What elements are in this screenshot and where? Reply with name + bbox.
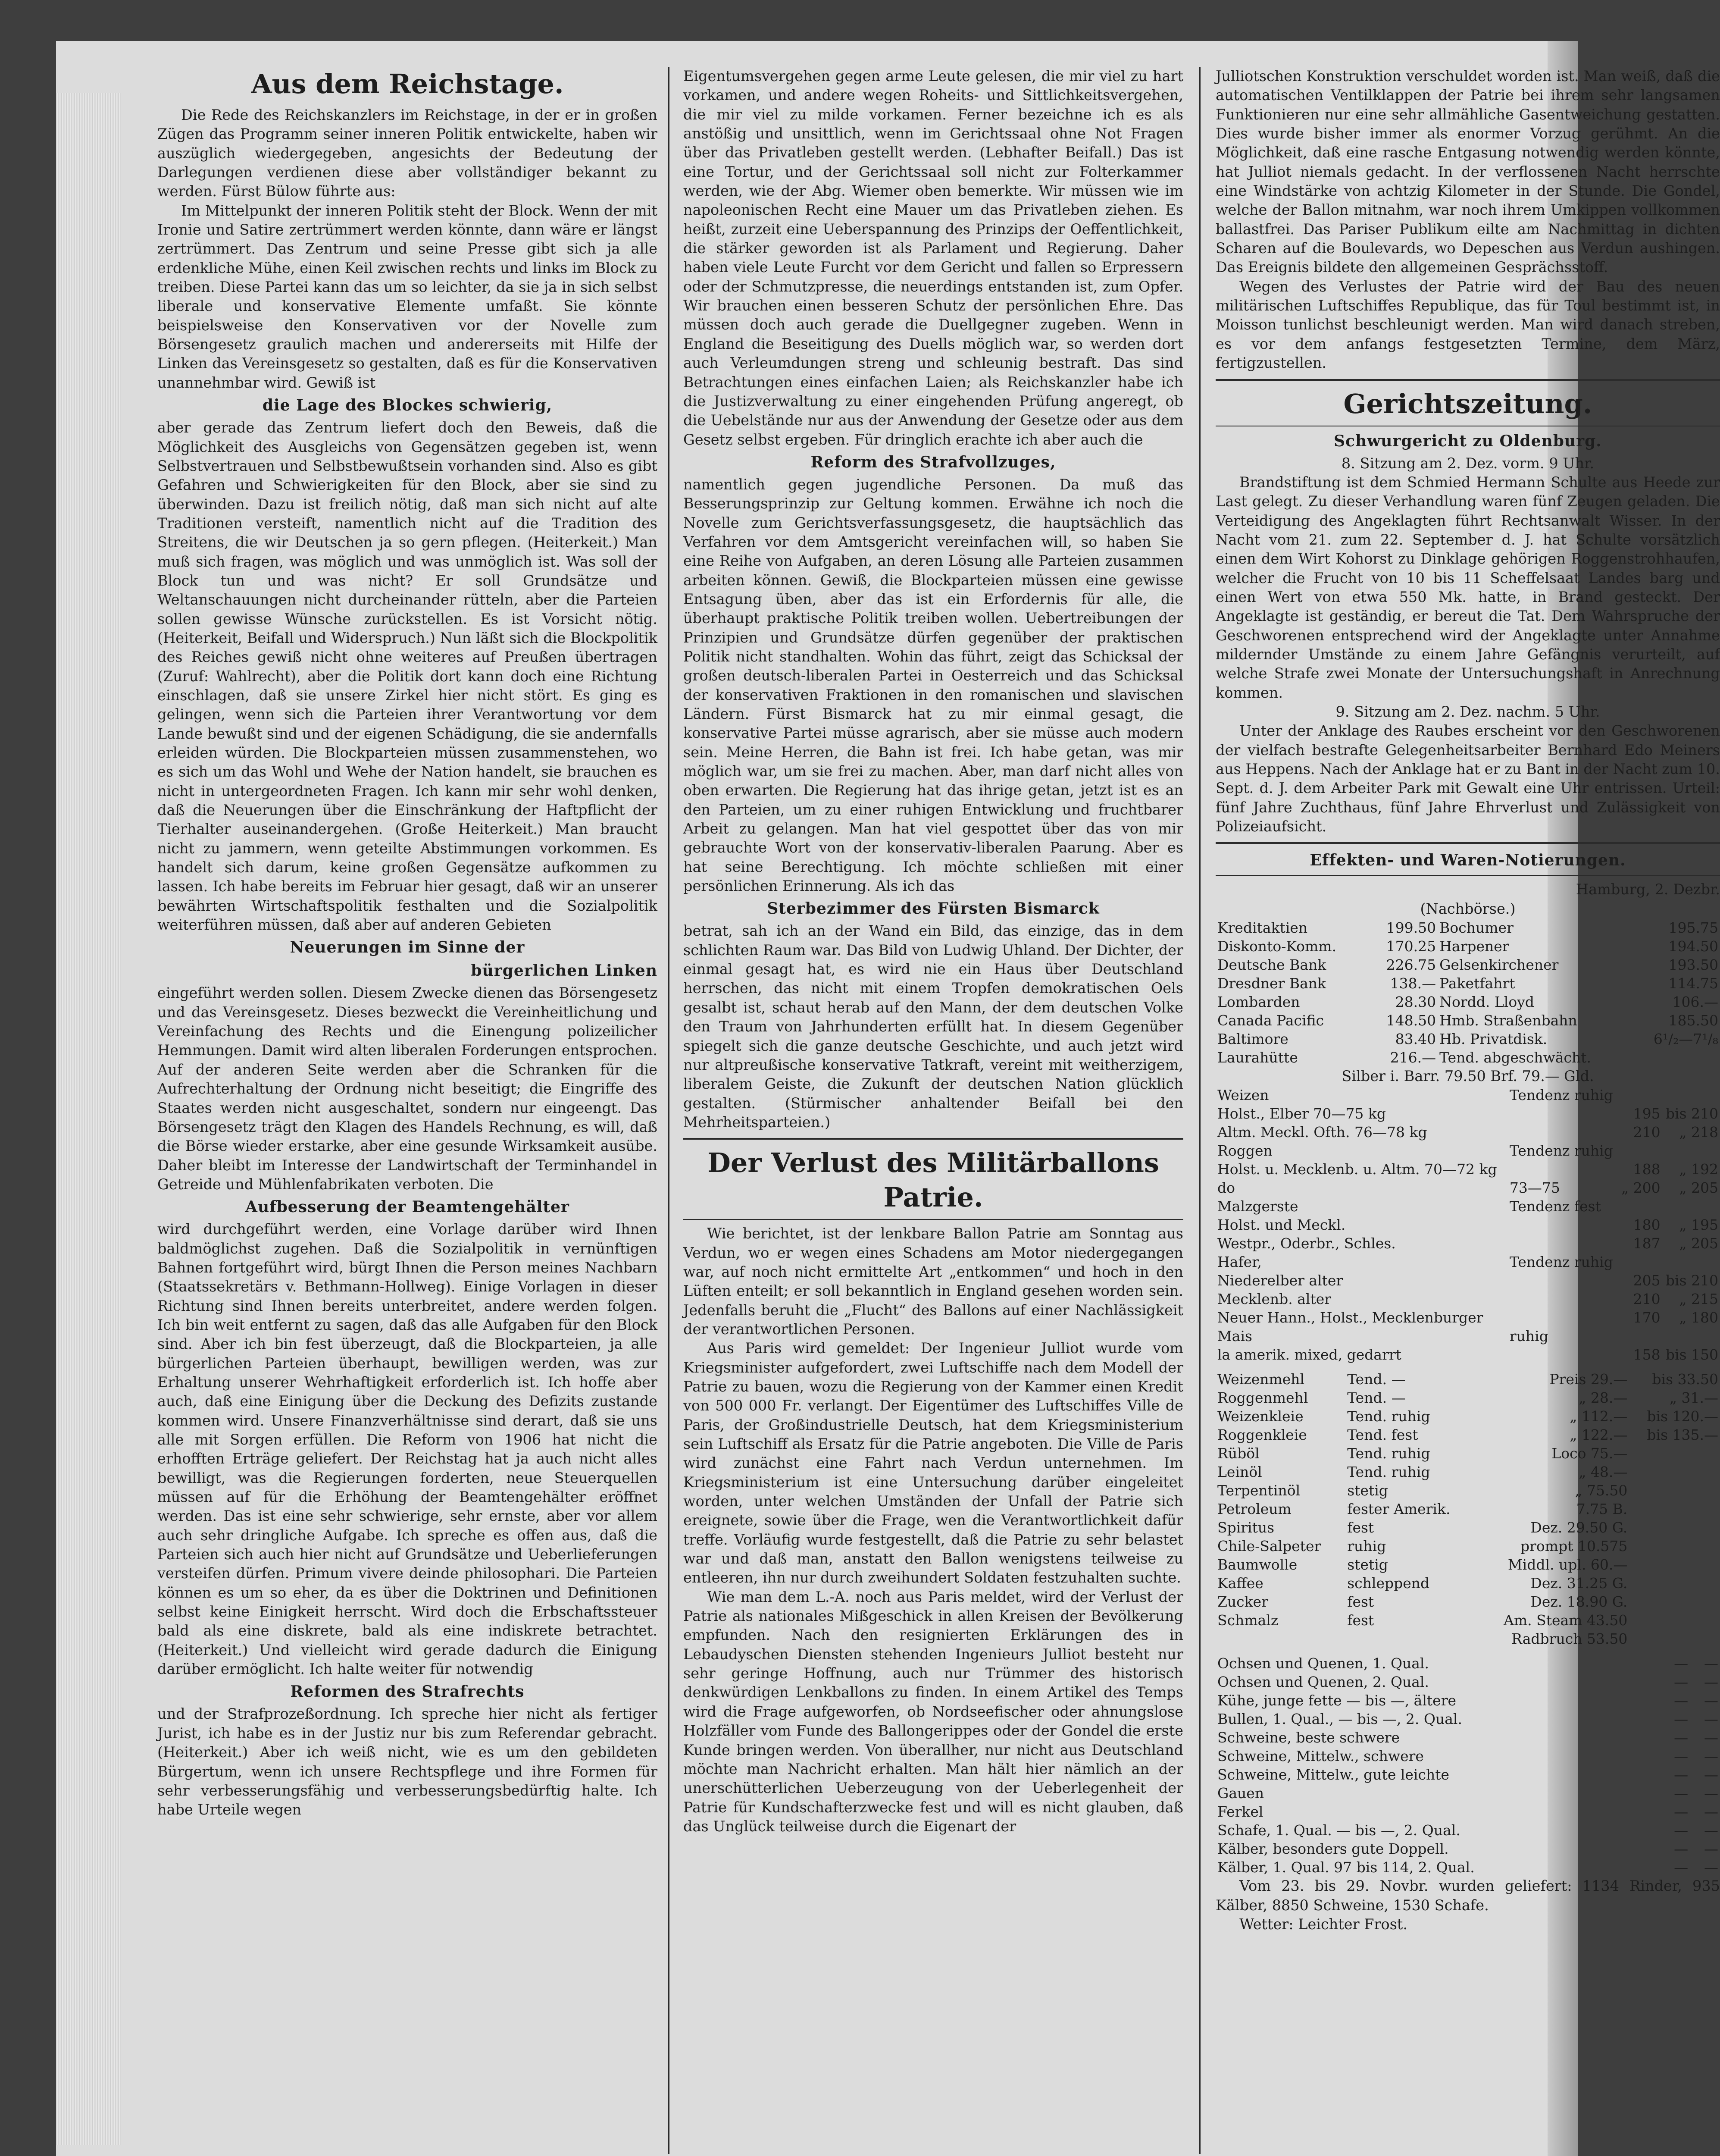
grain-row-cell bbox=[1508, 1123, 1618, 1141]
cattle-row-cell: Ochsen und Quenen, 2. Qual. bbox=[1217, 1673, 1429, 1691]
section-rule bbox=[683, 1219, 1183, 1220]
goods-row-cell bbox=[1629, 1574, 1720, 1592]
grain-row-cell bbox=[1508, 1234, 1618, 1253]
cattle-row-cell: Schweine, Mittelw., gute leichte bbox=[1217, 1766, 1450, 1783]
cattle-row-cell: — bbox=[1674, 1711, 1689, 1728]
subheading: Reformen des Strafrechts bbox=[290, 1683, 525, 1701]
stock-row bbox=[1216, 974, 1720, 993]
stock-row-cell: Lombarden bbox=[1217, 993, 1300, 1011]
grain-row-cell: „ 195 bbox=[1679, 1216, 1718, 1234]
cattle-row bbox=[1216, 1765, 1720, 1784]
paragraph: und der Strafprozeßordnung. Ich spreche hier nicht als fertiger Jurist, ich habe es in der Justiz nur bis zum Referendar gebracht. (Heiterkeit.) Aber ich weiß nicht, wie es um den gebildeten Bürgertum, wenn ich unsere Rechtspflege und ihre Formen für sehr verbesserungsfähig und verbesserungsbedürftig halte. Ich habe Urteile wegen bbox=[157, 1705, 657, 1818]
grain-row-cell: Tendenz ruhig bbox=[1509, 1087, 1613, 1104]
goods-row-cell: fester Amerik. bbox=[1347, 1501, 1451, 1518]
goods-row-cell: Am. Steam 43.50 bbox=[1503, 1612, 1628, 1629]
paragraph: Julliotschen Konstruktion verschuldet worden ist. Man weiß, daß die automatischen Ventilklappen der Patrie bei ihrem sehr langsamen Funktionieren nur eine sehr allmähliche Gasentweichung gestatten. Dies wurde bisher immer als enormer Vorzug gerühmt. An die Möglichkeit, daß eine rasche Entgasung notwendig werden könnte, hat Julliot niemals gedacht. In der verflossenen Nacht herrschte eine Windstärke von achtzig Kilometer in der Stunde. Die Gondel, welche der Ballon mitnahm, war noch ihrem Umkippen vollkommen ballastfrei. Das Pariser Publikum eilte am Nachmittag in dichten Scharen auf die Boulevards, wo Depeschen aus Verdun aushingen. Das Ereignis bildete den allgemeinen Gesprächsstoff. bbox=[1216, 68, 1720, 276]
grain-row-cell: „ 218 bbox=[1679, 1124, 1718, 1141]
goods-row bbox=[1216, 1518, 1720, 1537]
goods-row-cell bbox=[1629, 1630, 1720, 1648]
goods-row-cell: Spiritus bbox=[1217, 1519, 1275, 1536]
stock-row-cell: 106.— bbox=[1672, 993, 1718, 1011]
grain-row bbox=[1216, 1160, 1720, 1178]
column-2 bbox=[683, 67, 1183, 1836]
grain-row-cell: 73—75 bbox=[1509, 1179, 1560, 1197]
goods-row-cell bbox=[1629, 1500, 1720, 1518]
goods-row bbox=[1216, 1537, 1720, 1555]
stock-row bbox=[1216, 993, 1720, 1011]
grain-row-cell: Westpr., Oderbr., Schles. bbox=[1217, 1235, 1396, 1252]
cattle-row-cell: Kühe, junge fette — bis —, ältere bbox=[1217, 1692, 1457, 1709]
paragraph: wird durchgeführt werden, eine Vorlage darüber wird Ihnen baldmöglichst zugehen. Daß die Sozialpolitik in vernünftigen Bahnen fortgeführt wird, bürgt Ihnen die Person meines Nachbarn (Staatssekretärs v. Bethmann-Hollweg). Einige Vorlagen in dieser Richtung sind Ihnen bereits unterbreitet, andere werden folgen. Ich bin weit entfernt zu sagen, daß das alle Aufgaben für den Block sind. Aber ich bin fest überzeugt, daß die Blockparteien, ja alle bürgerlichen Parteien überhaupt, bewilligen werden, was zur Erhaltung unserer Wehrhaftigkeit erforderlich ist. Ich hoffe aber auch, daß eine Einigung über die Deckung des Defizits zustande kommen wird. Unsere Finanzverhältnisse sind derart, daß sie uns alle mit Sorgen erfüllen. Die Reform von 1906 hat nicht die erhofften Erträge geliefert. Der Reichstag hat ja auch nicht alles bewilligt, was die Regierungen forderten, neue Steuerquellen müssen auf für die Erhöhung der Beamtengehälter eröffnet werden. Das ist eine sehr schwierige, sehr ernste, aber vor allem auch sehr dringliche Aufgabe. Ich spreche es offen aus, daß die Parteien sich auch hier nicht auf Grundsätze und Ueberlieferungen versteifen dürfen. Primum vivere deinde philosophari. Die Parteien können es um so eher, da es über die Doktrinen und Definitionen selbst keine Einigkeit herrscht. Wird doch die Erbschaftssteuer bald als eine diskrete, bald als eine indiskrete betrachtet. (Heiterkeit.) Und vielleicht wird gerade dadurch die Einigung darüber ermöglicht. Ich halte weiter für notwendig bbox=[157, 1221, 657, 1678]
grain-row-cell: Holst. und Meckl. bbox=[1217, 1216, 1346, 1234]
goods-row bbox=[1216, 1611, 1720, 1630]
cattle-row bbox=[1216, 1691, 1720, 1710]
goods-row bbox=[1216, 1463, 1720, 1481]
stock-row bbox=[1216, 1030, 1720, 1048]
goods-row-cell: Dez. 31.25 G. bbox=[1530, 1575, 1628, 1592]
grain-row-cell: Altm. Meckl. Ofth. 76—78 kg bbox=[1217, 1124, 1427, 1141]
goods-row bbox=[1216, 1500, 1720, 1518]
cattle-row-cell: — bbox=[1704, 1840, 1718, 1858]
goods-row-cell: Chile-Salpeter bbox=[1217, 1538, 1321, 1555]
cattle-row-cell: Kälber, besonders gute Doppell. bbox=[1217, 1840, 1449, 1858]
subheading: die Lage des Blockes schwierig, bbox=[262, 396, 553, 415]
goods-row-cell: Middl. upl. 60.— bbox=[1507, 1556, 1628, 1573]
stock-row-cell: 199.50 bbox=[1386, 919, 1436, 937]
grain-row bbox=[1216, 1104, 1720, 1123]
cattle-row bbox=[1216, 1654, 1720, 1673]
cattle-row-cell: Gauen bbox=[1217, 1785, 1264, 1802]
grain-row bbox=[1216, 1197, 1720, 1216]
stock-row-cell: 226.75 bbox=[1386, 956, 1436, 974]
grain-row-cell bbox=[1508, 1271, 1618, 1290]
section-rule bbox=[1216, 875, 1720, 876]
section-rule bbox=[683, 1138, 1183, 1140]
grain-row-cell: 170 bbox=[1633, 1309, 1661, 1326]
paragraph: aber gerade das Zentrum liefert doch den Beweis, daß die Möglichkeit des Ausgleichs von Gegensätzen gegeben ist, wenn Selbstvertrauen und Selbstbewußtsein vorhanden sind. Also es gibt Gefahren und Schwierigkeiten für den Block, aber sie sind zu überwinden. Dazu ist freilich nötig, daß man sich nicht auf alte Traditionen versteift, namentlich nicht auf die Tradition des Streitens, die wir Deutschen ja so gern pflegen. (Heiterkeit.) Man muß sich fragen, was möglich und was unmöglich ist. Was soll der Block tun und was nicht? Er soll Grundsätze und Weltanschauungen nicht durcheinander rütteln, aber die Parteien sollen gewisse Wünsche zurückstellen. Es ist Vorsicht nötig. (Heiterkeit, Beifall und Widerspruch.) Nun läßt sich die Blockpolitik des Reiches gewiß nicht ohne weiteres auf Preußen übertragen (Zuruf: Wahlrecht), aber die Politik dort kann doch eine Richtung einschlagen, daß sie unsere Zirkel hier nicht stört. Es ging es gelingen, wenn sich die Parteien ihrer Verantwortung vor dem Lande bewußt sind und der eigenen Schädigung, die sie andernfalls erleiden würden. Die Blockparteien müssen zusammenstehen, wo es sich um das Wohl und Wehe der Nation handelt, sie brauchen es nicht in untergeordneten Fragen. Ich kann mir sehr wohl denken, daß die Neuerungen über die Einschränkung der Haftpflicht der Tierhalter auseinandergehen. (Große Heiterkeit.) Man braucht nicht zu jammern, wenn geteilte Abstimmungen vorkommen. Es handelt sich darum, keine großen Gegensätze aufkommen zu lassen. Ich habe bereits im Februar hier gesagt, daß wir an unserer bewährten Wirtschaftspolitik festhalten und die Sozialpolitik weiterführen müssen, daß aber auf anderen Gebieten bbox=[157, 419, 657, 934]
goods-row-cell: Tend. ruhig bbox=[1347, 1408, 1430, 1425]
cattle-row-cell: — bbox=[1674, 1748, 1689, 1765]
subheading: Aufbesserung der Beamtengehälter bbox=[245, 1198, 569, 1216]
cattle-row-cell: Ochsen und Quenen, 1. Qual. bbox=[1217, 1655, 1429, 1672]
goods-row-cell: „ 75.50 bbox=[1575, 1482, 1628, 1499]
grain-row-cell bbox=[1662, 1086, 1720, 1104]
grain-row bbox=[1216, 1141, 1720, 1160]
grain-row-cell: Malzgerste bbox=[1217, 1198, 1298, 1215]
goods-row-cell: „ 122.— bbox=[1570, 1426, 1628, 1444]
grain-row-cell: „ 192 bbox=[1679, 1161, 1718, 1178]
grain-row-cell: 210 bbox=[1633, 1124, 1661, 1141]
grain-row bbox=[1216, 1290, 1720, 1308]
session-heading: 8. Sitzung am 2. Dez. vorm. 9 Uhr. bbox=[1341, 454, 1595, 472]
grain-row-cell bbox=[1508, 1160, 1618, 1178]
cattle-row-cell: Kälber, 1. Qual. 97 bis 114, 2. Qual. bbox=[1217, 1859, 1475, 1876]
subheading: Effekten- und Waren-Notierungen. bbox=[1310, 851, 1626, 870]
goods-row-cell: Loco 75.— bbox=[1551, 1445, 1628, 1462]
paragraph: betrat, sah ich an der Wand ein Bild, das einzige, das in dem schlichten Raum war. Das Bild von Ludwig Uhland. Der Dichter, der einmal gesagt hat, es wird nie ein Haus über Deutschland herrschen, das nicht mit einem Tropfen demokratischen Oels gesalbt ist, schaut herab auf den Mann, der dem deutschen Volke den Traum von Jahrhunderten erfüllt hat. In diesem Gegenüber spiegelt sich die ganze deutsche Geschichte, und auch jetzt wird nur altpreußische konservative Tatkraft, vereint mit weitherzigem, liberalem Geiste, die Zukunft der deutschen Nation glücklich gestalten. (Stürmischer anhaltender Beifall bei den Mehrheitsparteien.) bbox=[683, 922, 1183, 1131]
cattle-row bbox=[1216, 1858, 1720, 1877]
goods-row-cell: Terpentinöl bbox=[1217, 1482, 1301, 1499]
goods-row bbox=[1216, 1481, 1720, 1500]
paragraph: Im Mittelpunkt der inneren Politik steht der Block. Wenn der mit Ironie und Satire zertrümmert werden könnte, dann wäre er längst zertrümmert. Das Zentrum und seine Presse gibt sich ja alle erdenkliche Mühe, einen Keil zwischen rechts und links im Block zu treiben. Diese Partei kann das um so leichter, da sie ja in sich selbst liberale und konservative Elemente umfaßt. Sie könnte beispielsweise den Konservativen vor der Novelle zum Börsengesetz graulich machen und andererseits mit Hilfe der Linken das Vereinsgesetz so gestalten, daß es für die Konservativen unannehmbar wird. Gewiß ist bbox=[157, 202, 657, 391]
grain-row-cell: Hafer, bbox=[1217, 1253, 1262, 1271]
grain-row-cell: „ 205 bbox=[1679, 1235, 1718, 1252]
cattle-row-cell: — bbox=[1704, 1822, 1718, 1839]
cattle-row-cell: — bbox=[1674, 1692, 1689, 1709]
goods-row-cell: stetig bbox=[1347, 1482, 1388, 1499]
subheading: bürgerlichen Linken bbox=[471, 962, 657, 980]
goods-row bbox=[1216, 1592, 1720, 1611]
article-title-patrie: Der Verlust des Militärballons Patrie. bbox=[707, 1147, 1159, 1213]
cattle-row-cell: — bbox=[1704, 1859, 1718, 1876]
column-1 bbox=[157, 67, 657, 1820]
cattle-row-cell: — bbox=[1704, 1766, 1718, 1783]
stock-row-cell: 138.— bbox=[1390, 975, 1436, 992]
cattle-row bbox=[1216, 1784, 1720, 1802]
grain-row-cell: Tendenz ruhig bbox=[1509, 1253, 1613, 1271]
goods-row-cell: Tend. fest bbox=[1347, 1426, 1418, 1444]
article-title-reichstag: Aus dem Reichstage. bbox=[251, 68, 564, 100]
goods-row-cell: fest bbox=[1347, 1612, 1374, 1629]
cattle-row-cell: — bbox=[1704, 1785, 1718, 1802]
grain-row-cell: 187 bbox=[1633, 1235, 1661, 1252]
grain-row-cell: Roggen bbox=[1217, 1142, 1273, 1159]
grain-row-cell: Tendenz fest bbox=[1509, 1198, 1601, 1215]
cattle-row-cell: — bbox=[1674, 1673, 1689, 1691]
cattle-row-cell: Schweine, beste schwere bbox=[1217, 1729, 1400, 1746]
goods-row-cell: fest bbox=[1347, 1593, 1374, 1611]
cattle-row-cell: — bbox=[1704, 1655, 1718, 1672]
grain-row-cell: Neuer Hann., Holst., Mecklenburger bbox=[1217, 1309, 1483, 1326]
grain-row-cell bbox=[1618, 1253, 1662, 1271]
grain-row-cell bbox=[1662, 1253, 1720, 1271]
grain-row-cell: „ 200 bbox=[1621, 1179, 1661, 1197]
goods-row-cell: Roggenkleie bbox=[1217, 1426, 1307, 1444]
goods-row-cell: Weizenmehl bbox=[1217, 1371, 1305, 1388]
goods-row-cell: Radbruch 53.50 bbox=[1511, 1630, 1628, 1648]
grain-row bbox=[1216, 1086, 1720, 1104]
grain-row-cell: 180 bbox=[1633, 1216, 1661, 1234]
goods-row-cell: Rüböl bbox=[1217, 1445, 1260, 1462]
stock-row-cell: Tend. abgeschwächt. bbox=[1439, 1049, 1592, 1066]
column-rule bbox=[1199, 67, 1201, 2154]
grain-row bbox=[1216, 1178, 1720, 1197]
cattle-row bbox=[1216, 1839, 1720, 1858]
grain-row-cell: Tendenz ruhig bbox=[1509, 1142, 1613, 1159]
grain-row-cell: „ 215 bbox=[1679, 1291, 1718, 1308]
stock-row-cell: 185.50 bbox=[1668, 1012, 1718, 1029]
cattle-row-cell: — bbox=[1704, 1711, 1718, 1728]
market-session: (Nachbörse.) bbox=[1420, 900, 1516, 917]
paragraph: eingeführt werden sollen. Diesem Zwecke dienen das Börsengesetz und das Vereinsgesetz. Dieses bezweckt die Vereinheitlichung und Vereinfachung des Rechts und die Einengung polizeilicher Hemmungen. Damit wird alten liberalen Forderungen entsprochen. Auf der anderen Seite werden aber die Schranken für die Aufrechterhaltung der Ordnung nicht beseitigt; die Eingriffe des Staates werden nicht ausgeschaltet, sondern nur eingeengt. Das Börsengesetz trägt den Klagen des Handels Rechnung, es will, daß die Börse wieder erstarke, aber eine gesunde Wirksamkeit ausübe. Daher bleibt im Interesse der Landwirtschaft der Terminhandel in Getreide und Mühlenfabrikaten verboten. Die bbox=[157, 984, 657, 1193]
grain-row-cell: „ 180 bbox=[1679, 1309, 1718, 1326]
goods-row bbox=[1216, 1370, 1720, 1388]
section-title-gerichtszeitung: Gerichtszeitung. bbox=[1343, 388, 1592, 420]
subheading: Reform des Strafvollzuges, bbox=[810, 453, 1056, 471]
cattle-row bbox=[1216, 1802, 1720, 1821]
livestock-supply: Vom 23. bis 29. Novbr. wurden geliefert: 1134 Rinder, 935 Kälber, 8850 Schweine, 1530 Schafe. bbox=[1216, 1877, 1720, 1914]
grain-row-cell: 188 bbox=[1633, 1161, 1661, 1178]
stock-row-cell: Harpener bbox=[1439, 938, 1509, 955]
grain-row bbox=[1216, 1253, 1720, 1271]
goods-row-cell: fest bbox=[1347, 1519, 1374, 1536]
stock-row bbox=[1216, 956, 1720, 974]
goods-row-cell: Tend. — bbox=[1347, 1389, 1406, 1407]
stock-row-cell: 216.— bbox=[1390, 1049, 1436, 1066]
grain-row-cell: Weizen bbox=[1217, 1087, 1269, 1104]
stock-row-cell: Nordd. Lloyd bbox=[1439, 993, 1534, 1011]
goods-row-cell: Preis 29.— bbox=[1549, 1371, 1628, 1388]
stock-row bbox=[1216, 1011, 1720, 1030]
goods-row-cell bbox=[1629, 1592, 1720, 1611]
goods-row-cell: stetig bbox=[1347, 1556, 1388, 1573]
grain-quotes-table bbox=[1216, 1086, 1720, 1364]
grain-row bbox=[1216, 1271, 1720, 1290]
stock-row-cell bbox=[1634, 1048, 1720, 1067]
paragraph: Wegen des Verlustes der Patrie wird der Bau des neuen militärischen Luftschiffes Republique, das für Toul bestimmt ist, in Moisson tunlichst beschleunigt werden. Man wird danach streben, es vor dem anfangs festgesetzten Termine, dem März, fertigzustellen. bbox=[1216, 278, 1720, 372]
goods-row-cell bbox=[1629, 1463, 1720, 1481]
stock-row bbox=[1216, 1048, 1720, 1067]
goods-row-cell: 7.75 B. bbox=[1576, 1501, 1628, 1518]
subheading: Sterbezimmer des Fürsten Bismarck bbox=[767, 899, 1100, 918]
goods-row-cell: bis 135.— bbox=[1647, 1426, 1718, 1444]
goods-row-cell bbox=[1345, 1630, 1475, 1648]
cattle-row-cell: — bbox=[1674, 1859, 1689, 1876]
section-rule bbox=[1216, 842, 1720, 844]
cattle-row bbox=[1216, 1728, 1720, 1747]
grain-row-cell: Niederelber alter bbox=[1217, 1272, 1343, 1289]
session-heading: 9. Sitzung am 2. Dez. nachm. 5 Uhr. bbox=[1335, 703, 1600, 720]
cattle-row-cell: — bbox=[1704, 1692, 1718, 1709]
stock-row-cell: 195.75 bbox=[1668, 919, 1718, 937]
column-3 bbox=[1216, 67, 1720, 1934]
page-stack-edge bbox=[56, 93, 121, 2145]
grain-row-cell: Mecklenb. alter bbox=[1217, 1291, 1332, 1308]
goods-row bbox=[1216, 1407, 1720, 1426]
grain-row-cell: ruhig bbox=[1509, 1328, 1548, 1345]
paragraph: Brandstiftung ist dem Schmied Hermann Schulte aus Heede zur Last gelegt. Zu dieser Verhandlung waren fünf Zeugen geladen. Die Verteidigung des Angeklagten führt Rechtsanwalt Wisser. In der Nacht vom 21. zum 22. September d. J. hat Schulte vorsätzlich einen dem Wirt Kohorst zu Dinklage gehörigen Roggenstrohhaufen, welcher die Frucht von 10 bis 11 Scheffelsaat Landes barg und einen Wert von etwa 550 Mk. hatte, in Brand gesteckt. Der Angeklagte ist geständig, er bereut die Tat. Dem Wahrspruche der Geschworenen entsprechend wird der Angeklagte unter Annahme mildernder Umstände zu einem Jahre Gefängnis verurteilt, auf welche Strafe zwei Monate der Untersuchungshaft in Anrechnung kommen. bbox=[1216, 473, 1720, 701]
stock-row-cell: Gelsenkirchener bbox=[1439, 956, 1559, 974]
goods-row-cell: ruhig bbox=[1347, 1538, 1386, 1555]
stock-row-cell: Canada Pacific bbox=[1217, 1012, 1324, 1029]
cattle-row-cell: Schweine, Mittelw., schwere bbox=[1217, 1748, 1424, 1765]
goods-row-cell: bis 120.— bbox=[1647, 1408, 1718, 1425]
cattle-row-cell: — bbox=[1674, 1729, 1689, 1746]
grain-row-cell bbox=[1662, 1141, 1720, 1160]
goods-row bbox=[1216, 1574, 1720, 1592]
cattle-row-cell: — bbox=[1674, 1766, 1689, 1783]
goods-row-cell bbox=[1629, 1537, 1720, 1555]
grain-row-cell: bis 210 bbox=[1665, 1272, 1718, 1289]
goods-row-cell: „ 28.— bbox=[1579, 1389, 1628, 1407]
grain-row-cell: 205 bbox=[1633, 1272, 1661, 1289]
cattle-row-cell: Ferkel bbox=[1217, 1803, 1263, 1821]
goods-row-cell: Leinöl bbox=[1217, 1463, 1262, 1481]
grain-row-cell bbox=[1618, 1141, 1662, 1160]
stock-row-cell: 170.25 bbox=[1386, 938, 1436, 955]
grain-row-cell bbox=[1508, 1104, 1618, 1123]
cattle-row-cell: — bbox=[1704, 1748, 1718, 1765]
grain-row-cell bbox=[1508, 1308, 1618, 1327]
goods-row-cell: schleppend bbox=[1347, 1575, 1430, 1592]
cattle-row bbox=[1216, 1821, 1720, 1839]
goods-row-cell: bis 33.50 bbox=[1652, 1371, 1718, 1388]
grain-row-cell bbox=[1618, 1086, 1662, 1104]
grain-row bbox=[1216, 1345, 1720, 1364]
stock-row-cell: Laurahütte bbox=[1217, 1049, 1298, 1066]
grain-row bbox=[1216, 1216, 1720, 1234]
cattle-row-cell: — bbox=[1704, 1803, 1718, 1821]
grain-row-cell: do bbox=[1217, 1179, 1235, 1197]
weather: Wetter: Leichter Frost. bbox=[1239, 1916, 1408, 1933]
goods-row bbox=[1216, 1388, 1720, 1407]
grain-row-cell: 158 bbox=[1633, 1346, 1661, 1363]
grain-row-cell bbox=[1662, 1327, 1720, 1345]
goods-row-cell: Tend. ruhig bbox=[1347, 1463, 1430, 1481]
stock-row-cell: Deutsche Bank bbox=[1217, 956, 1326, 974]
cattle-row bbox=[1216, 1673, 1720, 1691]
paragraph: Eigentumsvergehen gegen arme Leute gelesen, die mir viel zu hart vorkamen, und andere wegen Roheits- und Sittlichkeitsvergehen, die mir viel zu milde vorkamen. Ferner bezeichne ich es als anstößig und unsittlich, wenn im Gerichtssaal ohne Not Fragen über das Privatleben gestellt werden. (Lebhafter Beifall.) Das ist eine Tortur, und der Gerichtssaal soll nicht zur Folterkammer werden, wie der Abg. Wiemer oben bemerkte. Wir müssen wie im napoleonischen Recht eine Mauer um das Privatleben ziehen. Es heißt, zurzeit eine Ueberspannung des Prinzips der Oeffentlichkeit, die stärker geworden ist als Parlament und Regierung. Daher haben viele Leute Furcht vor dem Gericht und fallen so Erpressern oder der Schmutzpresse, die neuerdings entstanden ist, zum Opfer. Wir brauchen einen besseren Schutz der persönlichen Ehre. Das müssen doch auch gerade die Duellgegner zugeben. Wenn in England die Beseitigung des Duells möglich war, so werden dort auch Verleumdungen streng und schleunig bestraft. Das sind Betrachtungen eines einfachen Laien; als Reichskanzler habe ich die Justizverwaltung zu einer eingehenden Prüfung angeregt, ob die Uebelstände nur aus der Anwendung der Gesetze oder aus dem Gesetz selbst ergeben. Für dringlich erachte ich aber auch die bbox=[683, 68, 1183, 448]
stock-row-cell: Hb. Privatdisk. bbox=[1439, 1031, 1548, 1048]
column-rule bbox=[668, 67, 669, 2154]
subheading: Schwurgericht zu Oldenburg. bbox=[1334, 432, 1602, 450]
subheading: Neuerungen im Sinne der bbox=[290, 938, 525, 957]
silver-quote: Silber i. Barr. 79.50 Brf. 79.— Gld. bbox=[1342, 1068, 1594, 1085]
stock-row-cell: Bochumer bbox=[1439, 919, 1514, 937]
goods-row-cell: „ 31.— bbox=[1669, 1389, 1718, 1407]
goods-row bbox=[1216, 1426, 1720, 1444]
paragraph: namentlich gegen jugendliche Personen. Da muß das Besserungsprinzip zur Geltung kommen. Erwähne ich noch die Novelle zum Gerichtsverfassungsgesetz, die hauptsächlich das Verfahren vor dem Amtsgericht vereinfachen will, so haben Sie eine Reihe von Aufgaben, an deren Lösung alle Parteien zusammen arbeiten können. Gewiß, die Blockparteien müssen eine gewisse Entsagung üben, aber das ist ein Erfordernis für alle, die überhaupt praktische Politik treiben wollen. Uebertreibungen der Prinzipien und Grundsätze dürfen gegenüber der praktischen Politik nicht standhalten. Wohin das führt, zeigt das Schicksal der großen deutsch-liberalen Partei in Oesterreich und das Schicksal der konservativen Fraktionen in den romanischen und slavischen Ländern. Fürst Bismarck hat zu mir einmal gesagt, die konservative Partei müsse agrarisch, aber sie müsse auch modern sein. Meine Herren, die Bahn ist frei. Ich habe getan, was mir möglich war, um sie frei zu machen. Aber, man darf nicht alles von oben erwarten. Die Regierung hat das ihrige getan, jetzt ist es an den Parteien, um zu einer ruhigen Entwicklung und fruchtbarer Arbeit zu gelangen. Man hat viel gespottet über das von mir gebrauchte Wort von der konservativ-liberalen Paarung. Aber es hat seine Berechtigung. Ich möchte schließen mit einer persönlichen Erinnerung. Als ich das bbox=[683, 476, 1183, 895]
cattle-row-cell: Schafe, 1. Qual. — bis —, 2. Qual. bbox=[1217, 1822, 1460, 1839]
stock-row-cell: Kreditaktien bbox=[1217, 919, 1308, 937]
grain-row-cell bbox=[1508, 1290, 1618, 1308]
stock-row-cell: 193.50 bbox=[1668, 956, 1718, 974]
paragraph: Die Rede des Reichskanzlers im Reichstage, in der er in großen Zügen das Programm seiner inneren Politik entwickelte, haben wir auszüglich wiedergegeben, angesichts der Bedeutung der Darlegungen verdienen diese aber vollständiger bekannt zu werden. Fürst Bülow führte aus: bbox=[157, 107, 657, 200]
cattle-row-cell: — bbox=[1704, 1673, 1718, 1691]
goods-row-cell bbox=[1629, 1444, 1720, 1463]
cattle-row-cell: — bbox=[1674, 1785, 1689, 1802]
goods-row-cell: prompt 10.575 bbox=[1520, 1538, 1628, 1555]
goods-row-cell: Kaffee bbox=[1217, 1575, 1263, 1592]
grain-row-cell: bis 150 bbox=[1665, 1346, 1718, 1363]
goods-row-cell: „ 48.— bbox=[1579, 1463, 1628, 1481]
stock-row-cell: Hmb. Straßenbahn bbox=[1439, 1012, 1577, 1029]
stock-row-cell: 194.50 bbox=[1668, 938, 1718, 955]
stock-row-cell: Diskonto-Komm. bbox=[1217, 938, 1337, 955]
grain-row-cell bbox=[1508, 1345, 1618, 1364]
market-place-date: Hamburg, 2. Dezbr. bbox=[1576, 881, 1720, 898]
goods-quotes-table bbox=[1216, 1370, 1720, 1648]
goods-row-cell: Petroleum bbox=[1217, 1501, 1292, 1518]
grain-row-cell bbox=[1618, 1197, 1662, 1216]
goods-row-cell: Roggenmehl bbox=[1217, 1389, 1308, 1407]
stock-row-cell: 148.50 bbox=[1386, 1012, 1436, 1029]
goods-row-cell bbox=[1629, 1611, 1720, 1630]
stock-row-cell: Paketfahrt bbox=[1439, 975, 1515, 992]
goods-row-cell bbox=[1629, 1481, 1720, 1500]
section-rule bbox=[1216, 379, 1720, 381]
cattle-row-cell: — bbox=[1674, 1803, 1689, 1821]
goods-row-cell: Schmalz bbox=[1217, 1612, 1279, 1629]
stock-row-cell: 6¹/₂—7¹/₈ bbox=[1653, 1031, 1718, 1048]
goods-row-cell bbox=[1216, 1630, 1345, 1648]
grain-row-cell bbox=[1662, 1197, 1720, 1216]
goods-row-cell: Dez. 18.90 G. bbox=[1530, 1593, 1628, 1611]
cattle-row bbox=[1216, 1747, 1720, 1765]
goods-row-cell: „ 112.— bbox=[1570, 1408, 1628, 1425]
grain-row-cell: „ 205 bbox=[1679, 1179, 1718, 1197]
grain-row-cell: 195 bbox=[1633, 1105, 1661, 1122]
grain-row-cell: Holst. u. Mecklenb. u. Altm. 70—72 kg bbox=[1217, 1161, 1497, 1178]
goods-row-cell: Dez. 29.50 G. bbox=[1530, 1519, 1628, 1536]
goods-row bbox=[1216, 1555, 1720, 1574]
cattle-row-cell: Bullen, 1. Qual., — bis —, 2. Qual. bbox=[1217, 1711, 1462, 1728]
stock-row-cell: 28.30 bbox=[1395, 993, 1436, 1011]
goods-row-cell: Tend. ruhig bbox=[1347, 1445, 1430, 1462]
grain-row-cell: Mais bbox=[1217, 1328, 1252, 1345]
cattle-row bbox=[1216, 1710, 1720, 1728]
paragraph: Wie man dem L.-A. noch aus Paris meldet, wird der Verlust der Patrie als nationales Mißgeschick in allen Kreisen der Bevölkerung empfunden. Nach den resignierten Erklärungen des in Lebaudyschen Diensten stehenden Ingenieurs Julliot besteht nur sehr geringe Hoffnung, auch nur Trümmer des historisch denkwürdigen Lenkballons zu finden. In einem Artikel des Temps wird die Frage aufgeworfen, ob Nordseefischer oder ahnungslose Holzfäller vom Funde des Ballongerippes oder der Gondel die erste Kunde bringen werden. Von überallher, nur nicht aus Deutschland möchte man Nachricht erhalten. Man hält hier nämlich an der unerschütterlichen Ueberzeugung von der Ueberlegenheit der Patrie für Kundschafterzwecke fest und will es nicht glauben, daß das Unglück teilweise durch die Eigenart der bbox=[683, 1588, 1183, 1835]
paragraph: Unter der Anklage des Raubes erscheint vor den Geschworenen der vielfach bestrafte Gelegenheitsarbeiter Bernhard Edo Meiners aus Heppens. Nach der Anklage hat er zu Bant in der Nacht zum 10. Sept. d. J. dem Arbeiter Park mit Gewalt eine Uhr entrissen. Urteil: fünf Jahre Zuchthaus, fünf Jahre Ehrverlust und Zulässigkeit von Polizeiaufsicht. bbox=[1216, 722, 1720, 835]
cattle-row-cell: — bbox=[1674, 1840, 1689, 1858]
grain-row-cell: bis 210 bbox=[1665, 1105, 1718, 1122]
goods-row bbox=[1216, 1630, 1720, 1648]
cattle-quotes-table bbox=[1216, 1654, 1720, 1877]
stock-row-cell: Baltimore bbox=[1217, 1031, 1288, 1048]
stock-quotes-table bbox=[1216, 918, 1720, 1067]
grain-row bbox=[1216, 1234, 1720, 1253]
goods-row-cell bbox=[1629, 1518, 1720, 1537]
grain-row-cell bbox=[1618, 1327, 1662, 1345]
goods-row-cell: Weizenkleie bbox=[1217, 1408, 1304, 1425]
stock-row bbox=[1216, 918, 1720, 937]
grain-row-cell: la amerik. mixed, gedarrt bbox=[1217, 1346, 1401, 1363]
stock-row-cell: 83.40 bbox=[1395, 1031, 1436, 1048]
cattle-row-cell: — bbox=[1704, 1729, 1718, 1746]
goods-row-cell: Tend. — bbox=[1347, 1371, 1406, 1388]
stock-row-cell: Dresdner Bank bbox=[1217, 975, 1326, 992]
stock-row-cell: 114.75 bbox=[1668, 975, 1718, 992]
paragraph: Aus Paris wird gemeldet: Der Ingenieur Julliot wurde vom Kriegsminister aufgefordert, zwei Luftschiffe nach dem Modell der Patrie zu bauen, wozu die Regierung von der Kammer einen Kredit von 500 000 Fr. verlangt. Der Eigentümer des Luftschiffes Ville de Paris, der Großindustrielle Deutsch, hat dem Kriegsministerium sein Luftschiff als Ersatz für die Patrie angeboten. Die Ville de Paris wird zunächst eine Fahrt nach Verdun unternehmen. Im Kriegsministerium ist eine Untersuchung darüber eingeleitet worden, unter welchen Umständen der Unfall der Patrie sich ereignete, sowie über die Frage, wen die Verantwortlichkeit dafür treffe. Vorläufig wurde festgestellt, daß die Patrie zu sehr belastet war und daß man, anstatt den Ballon wenigstens teilweise zu entleeren, ihn nur durch zweihundert Soldaten festzuhalten suchte. bbox=[683, 1340, 1183, 1586]
goods-row-cell: Baumwolle bbox=[1217, 1556, 1298, 1573]
cattle-row-cell: — bbox=[1674, 1655, 1689, 1672]
goods-row-cell bbox=[1629, 1555, 1720, 1574]
grain-row bbox=[1216, 1327, 1720, 1345]
grain-row-cell: Holst., Elber 70—75 kg bbox=[1217, 1105, 1386, 1122]
grain-row bbox=[1216, 1123, 1720, 1141]
grain-row-cell: 210 bbox=[1633, 1291, 1661, 1308]
cattle-row-cell: — bbox=[1674, 1822, 1689, 1839]
newspaper-page bbox=[56, 41, 1720, 2156]
goods-row bbox=[1216, 1444, 1720, 1463]
goods-row-cell: Zucker bbox=[1217, 1593, 1268, 1611]
paragraph: Wie berichtet, ist der lenkbare Ballon Patrie am Sonntag aus Verdun, wo er wegen eines Schadens am Motor niedergegangen war, auf noch nicht ermittelte Art „entkommen“ und hoch in den Lüften enteilt; er soll bekanntlich in England gesehen worden sein. Jedenfalls beruht die „Flucht“ des Ballons auf einer Nachlässigkeit der verantwortlichen Personen. bbox=[683, 1225, 1183, 1338]
grain-row bbox=[1216, 1308, 1720, 1327]
stock-row bbox=[1216, 937, 1720, 956]
grain-row-cell bbox=[1508, 1216, 1618, 1234]
